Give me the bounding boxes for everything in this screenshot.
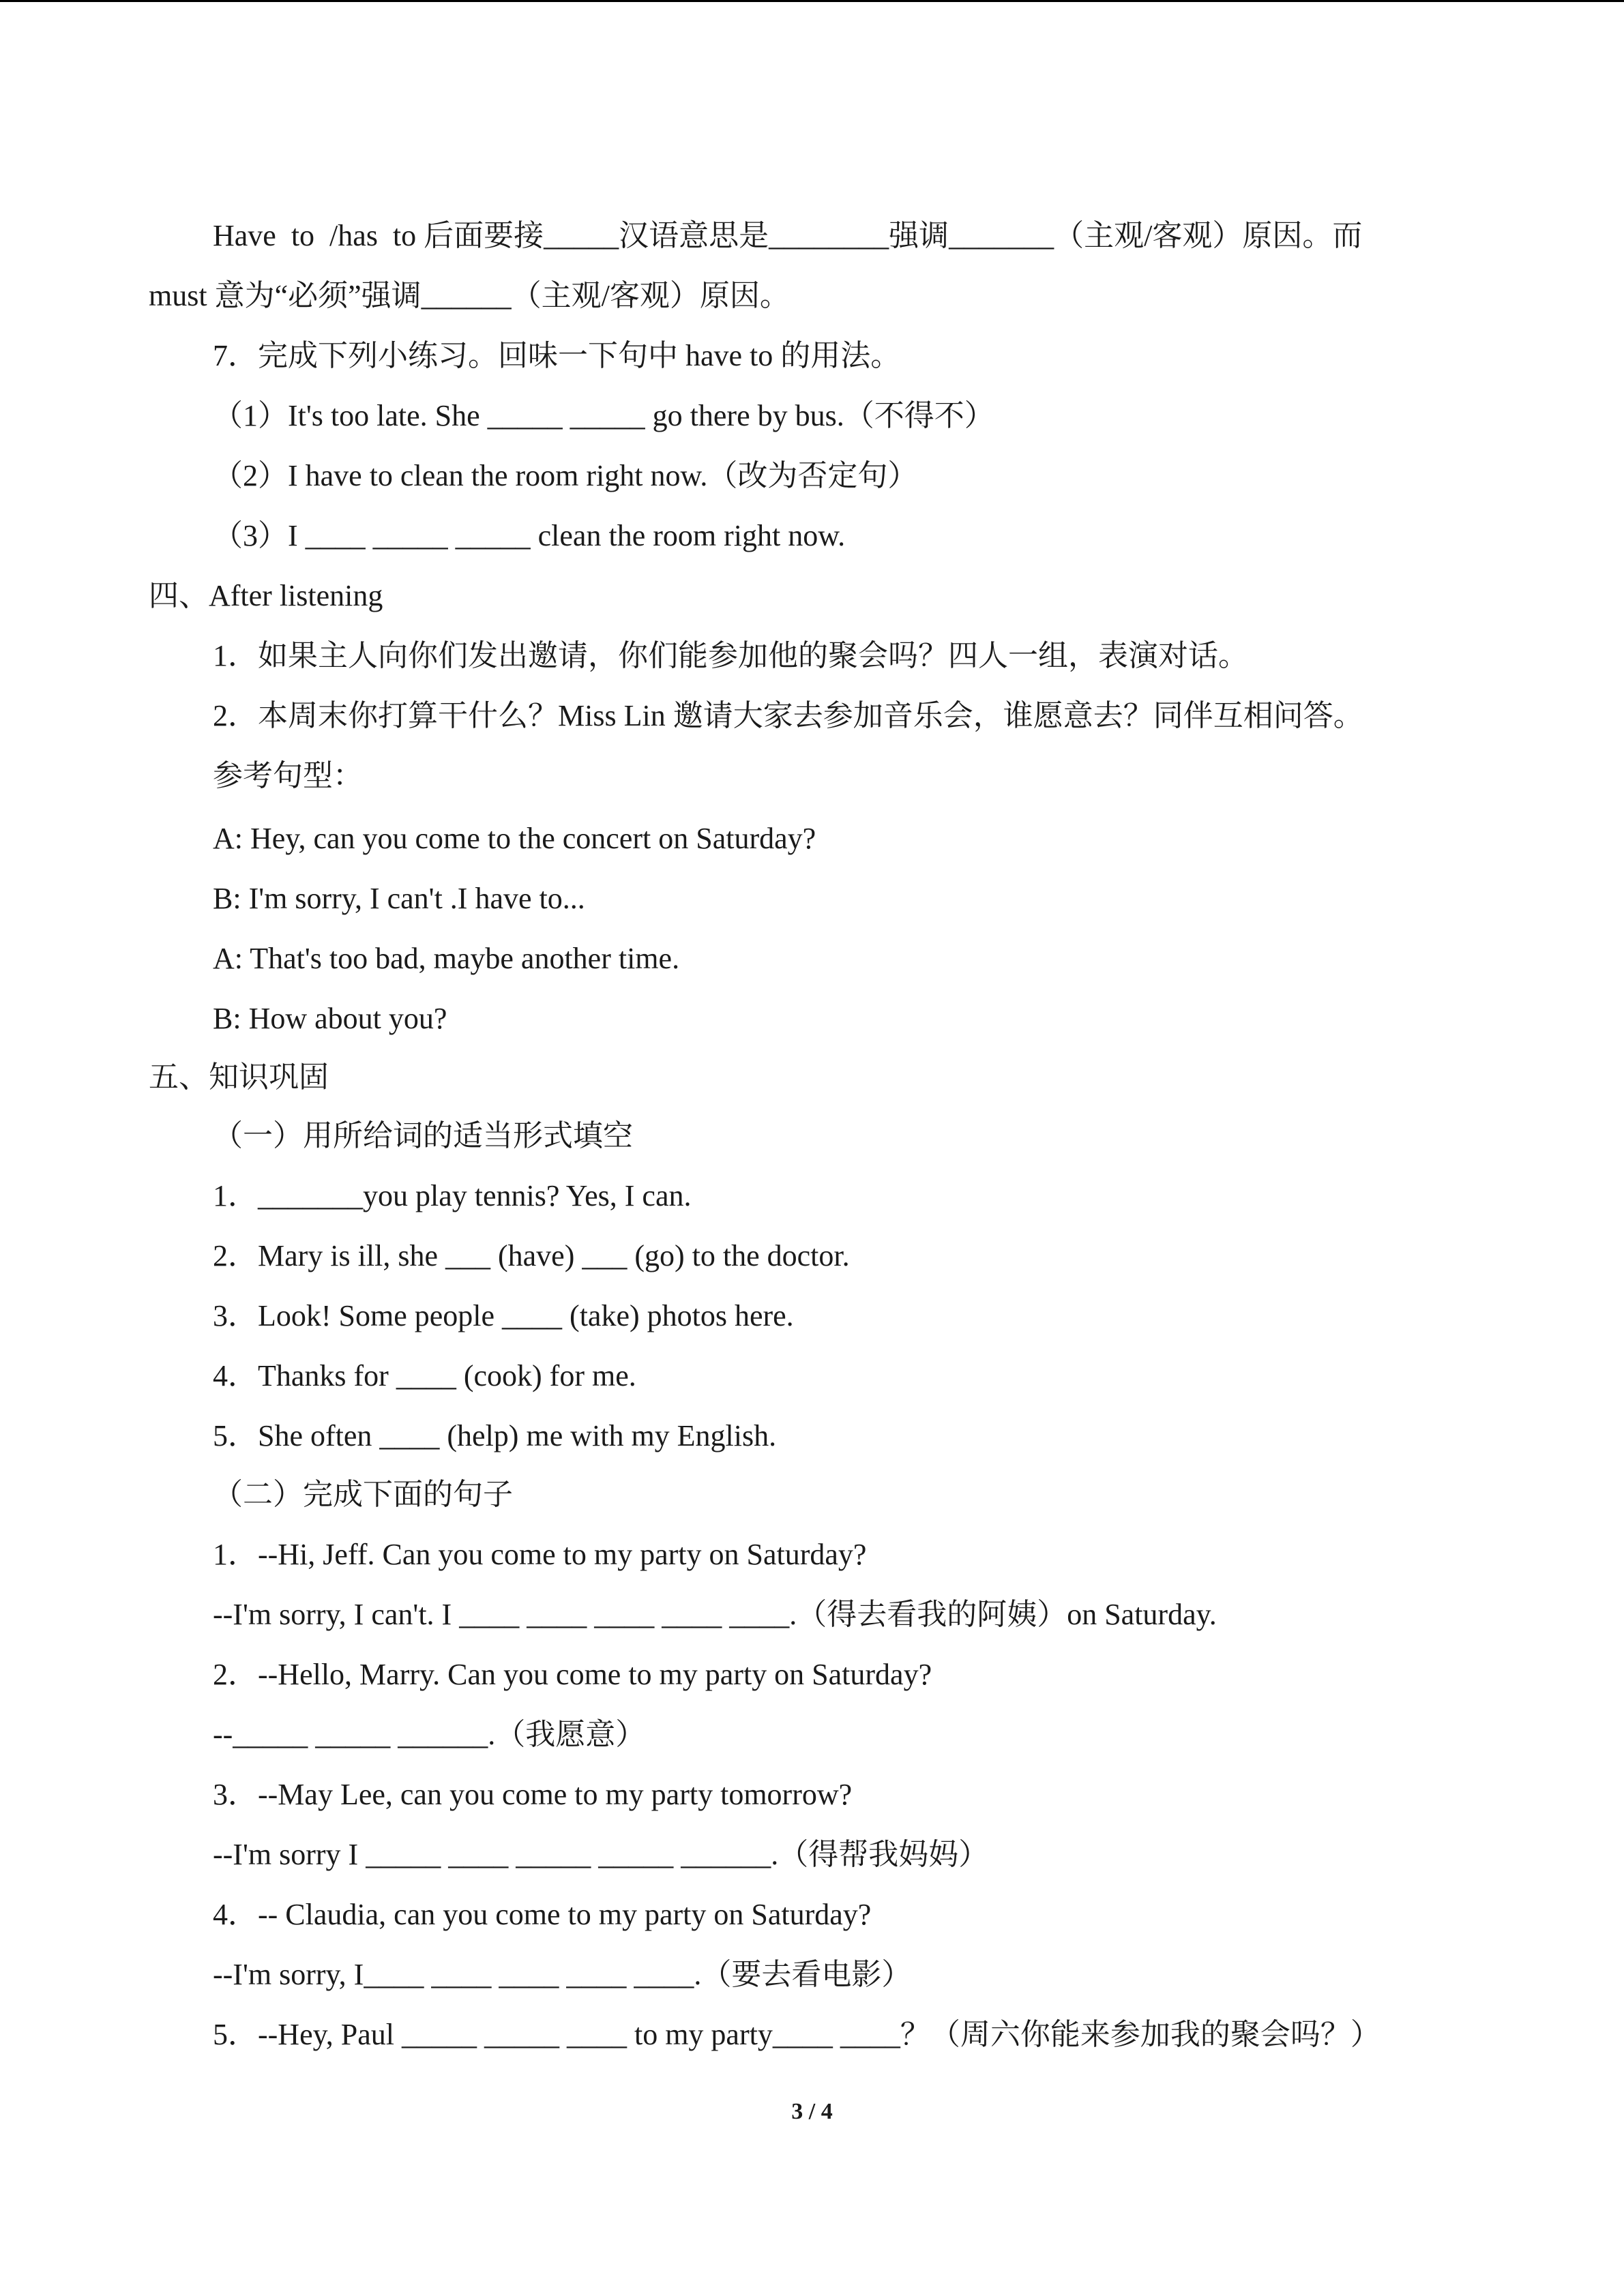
dialogue-line: B: I'm sorry, I can't .I have to... — [213, 882, 585, 915]
dialogue-line: A: Hey, can you come to the concert on Saturday? — [213, 822, 816, 855]
exercise-item: 3．Look! Some people ____ (take) photos here. — [213, 1299, 794, 1332]
dialogue-line: B: How about you? — [213, 1002, 447, 1035]
exercise-item: 1．--Hi, Jeff. Can you come to my party on Saturday? — [213, 1538, 867, 1571]
exercise-item: --_____ _____ ______.（我愿意） — [213, 1718, 646, 1751]
exercise-item: 5．--Hey, Paul _____ _____ ____ to my party____ ____？（周六你能来参加我的聚会吗？） — [213, 2018, 1381, 2051]
section-heading: 四、After listening — [149, 579, 383, 612]
exercise-item: --I'm sorry, I____ ____ ____ ____ ____.（要去看电影） — [213, 1958, 912, 1991]
top-border-rule — [0, 0, 1624, 2]
text-line: Have to /has to 后面要接_____汉语意思是________强调_______（主观/客观）原因。而 — [213, 219, 1363, 252]
text-line: 1．如果主人向你们发出邀请，你们能参加他的聚会吗？四人一组，表演对话。 — [213, 639, 1248, 672]
section-heading: 五、知识巩固 — [149, 1060, 329, 1094]
text-line: （3）I ____ _____ _____ clean the room right now. — [213, 519, 846, 552]
text-line: 7．完成下列小练习。回味一下句中 have to 的用法。 — [213, 339, 901, 372]
exercise-item: 5．She often ____ (help) me with my English. — [213, 1419, 777, 1452]
exercise-item: --I'm sorry, I can't. I ____ ____ ____ ____ ____.（得去看我的阿姨）on Saturday. — [213, 1598, 1217, 1631]
exercise-item: 2．Mary is ill, she ___ (have) ___ (go) to the doctor. — [213, 1239, 850, 1272]
text-line: （1）It's too late. She _____ _____ go there by bus.（不得不） — [213, 399, 994, 432]
exercise-item: 4．-- Claudia, can you come to my party on Saturday? — [213, 1898, 872, 1931]
subsection-heading: （一）用所给词的适当形式填空 — [213, 1119, 633, 1152]
exercise-item: 3．--May Lee, can you come to my party tomorrow? — [213, 1778, 853, 1811]
subsection-heading: （二）完成下面的句子 — [213, 1478, 513, 1511]
exercise-item: --I'm sorry I _____ ____ _____ _____ ______.（得帮我妈妈） — [213, 1838, 989, 1871]
dialogue-line: A: That's too bad, maybe another time. — [213, 942, 680, 975]
exercise-item: 4．Thanks for ____ (cook) for me. — [213, 1359, 636, 1392]
text-line: 参考句型： — [213, 759, 363, 792]
text-line: 2．本周末你打算干什么？Miss Lin 邀请大家去参加音乐会，谁愿意去？同伴互相问答。 — [213, 699, 1363, 732]
text-line: must 意为“必须”强调______（主观/客观）原因。 — [149, 279, 790, 312]
page-number: 3 / 4 — [791, 2099, 833, 2124]
exercise-item: 1．_______you play tennis? Yes, I can. — [213, 1179, 692, 1212]
text-line: （2）I have to clean the room right now.（改为否定句） — [213, 459, 918, 492]
exercise-item: 2．--Hello, Marry. Can you come to my party on Saturday? — [213, 1658, 932, 1691]
